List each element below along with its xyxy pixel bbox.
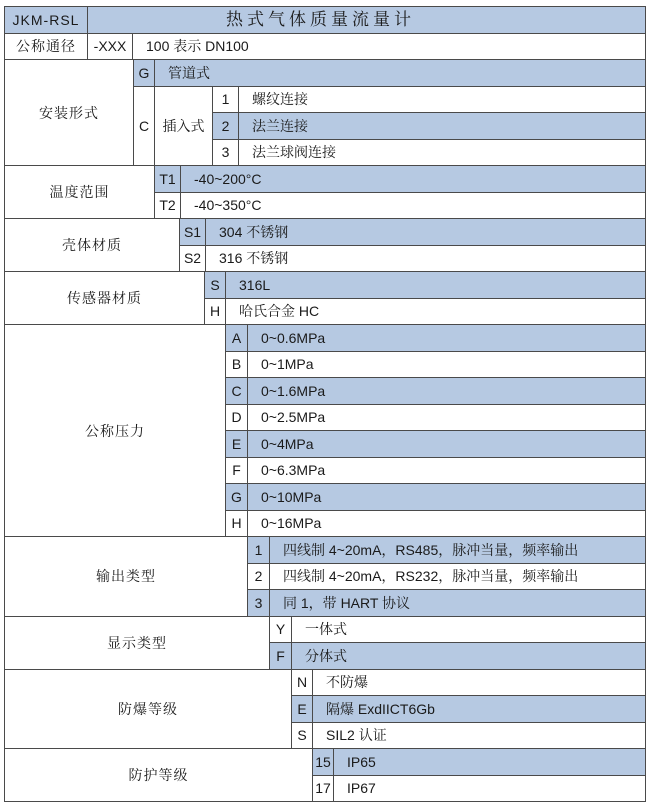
protection-level-r0-desc: IP65 xyxy=(334,749,646,776)
section-install-type xyxy=(5,60,646,166)
table-row xyxy=(226,352,646,379)
table-row xyxy=(213,113,646,140)
table-row xyxy=(270,617,646,644)
nominal-pressure-r4-code: E xyxy=(226,431,248,458)
table-row xyxy=(88,7,646,34)
table-row xyxy=(226,484,646,511)
display-type-r0-desc: 一体式 xyxy=(292,617,646,644)
table-row xyxy=(205,272,646,299)
table-row xyxy=(292,696,646,723)
install-type-r1-r1-desc: 法兰连接 xyxy=(239,113,646,140)
explosion-proof-r2-desc: SIL2 认证 xyxy=(313,723,646,750)
model-rows xyxy=(88,7,646,34)
table-row xyxy=(134,60,646,87)
table-row xyxy=(88,34,646,61)
nominal-pressure-r4-desc: 0~4MPa xyxy=(248,431,646,458)
display-type-rows xyxy=(270,617,646,670)
table-row xyxy=(213,140,646,167)
install-type-rows xyxy=(134,60,646,166)
output-type-rows xyxy=(248,537,646,617)
nominal-pressure-r0-code: A xyxy=(226,325,248,352)
table-row xyxy=(226,325,646,352)
nominal-pressure-r3-code: D xyxy=(226,405,248,432)
section-sensor-material xyxy=(5,272,646,325)
install-type-r1-r1-code: 2 xyxy=(213,113,239,140)
sensor-material-r1-code: H xyxy=(205,299,226,326)
nominal-pressure-r2-desc: 0~1.6MPa xyxy=(248,378,646,405)
table-row xyxy=(155,166,646,193)
table-row xyxy=(134,87,646,167)
nominal-diameter-r0-desc: 100 表示 DN100 xyxy=(133,34,646,61)
section-temp-range xyxy=(5,166,646,219)
nominal-diameter-r0-code: -XXX xyxy=(88,34,133,61)
table-row xyxy=(226,458,646,485)
nominal-pressure-r3-desc: 0~2.5MPa xyxy=(248,405,646,432)
temp-range-label: 温度范围 xyxy=(5,166,155,219)
section-output-type xyxy=(5,537,646,617)
protection-level-r1-code: 17 xyxy=(313,776,334,803)
table-row xyxy=(180,219,646,246)
install-type-label: 安装形式 xyxy=(5,60,134,166)
temp-range-r1-desc: -40~350°C xyxy=(181,193,646,220)
nominal-pressure-r7-desc: 0~16MPa xyxy=(248,511,646,538)
sensor-material-label: 传感器材质 xyxy=(5,272,205,325)
section-protection-level xyxy=(5,749,646,802)
model-label: JKM-RSL xyxy=(5,7,88,34)
nominal-pressure-label: 公称压力 xyxy=(5,325,226,537)
table-row xyxy=(226,405,646,432)
table-row xyxy=(313,749,646,776)
temp-range-r0-desc: -40~200°C xyxy=(181,166,646,193)
explosion-proof-rows xyxy=(292,670,646,750)
model-r0-desc: 热式气体质量流量计 xyxy=(88,7,646,34)
nominal-pressure-r6-code: G xyxy=(226,484,248,511)
explosion-proof-r1-desc: 隔爆 ExdIICT6Gb xyxy=(313,696,646,723)
table-row xyxy=(226,431,646,458)
output-type-label: 输出类型 xyxy=(5,537,248,617)
section-explosion-proof xyxy=(5,670,646,750)
table-row xyxy=(292,670,646,697)
install-type-r1-r2-code: 3 xyxy=(213,140,239,167)
temp-range-rows xyxy=(155,166,646,219)
section-nominal-pressure xyxy=(5,325,646,537)
install-type-r1-r0-code: 1 xyxy=(213,87,239,114)
explosion-proof-label: 防爆等级 xyxy=(5,670,292,750)
protection-level-rows xyxy=(313,749,646,802)
table-row xyxy=(213,87,646,114)
nominal-pressure-r1-desc: 0~1MPa xyxy=(248,352,646,379)
sensor-material-r0-desc: 316L xyxy=(226,272,646,299)
table-row xyxy=(248,590,646,617)
protection-level-r1-desc: IP67 xyxy=(334,776,646,803)
output-type-r1-code: 2 xyxy=(248,564,270,591)
shell-material-r0-desc: 304 不锈钢 xyxy=(206,219,646,246)
table-row xyxy=(270,643,646,670)
section-display-type xyxy=(5,617,646,670)
sensor-material-r0-code: S xyxy=(205,272,226,299)
output-type-r0-code: 1 xyxy=(248,537,270,564)
nominal-pressure-r6-desc: 0~10MPa xyxy=(248,484,646,511)
section-model xyxy=(5,7,646,34)
temp-range-r1-code: T2 xyxy=(155,193,181,220)
nominal-diameter-label: 公称通径 xyxy=(5,34,88,61)
table-row xyxy=(248,564,646,591)
output-type-r2-desc: 同 1，带 HART 协议 xyxy=(270,590,646,617)
nominal-pressure-r7-code: H xyxy=(226,511,248,538)
output-type-r2-code: 3 xyxy=(248,590,270,617)
nominal-pressure-r5-code: F xyxy=(226,458,248,485)
install-type-r1-code: C xyxy=(134,87,155,167)
table-row xyxy=(205,299,646,326)
table-row xyxy=(248,537,646,564)
shell-material-r1-desc: 316 不锈钢 xyxy=(206,246,646,273)
display-type-label: 显示类型 xyxy=(5,617,270,670)
section-nominal-diameter xyxy=(5,34,646,61)
protection-level-label: 防护等级 xyxy=(5,749,313,802)
nominal-diameter-rows xyxy=(88,34,646,61)
explosion-proof-r2-code: S xyxy=(292,723,313,750)
output-type-r0-desc: 四线制 4~20mA，RS485，脉冲当量，频率输出 xyxy=(270,537,646,564)
install-type-r1-desc: 插入式 xyxy=(155,87,213,167)
display-type-r1-code: F xyxy=(270,643,292,670)
sensor-material-r1-desc: 哈氏合金 HC xyxy=(226,299,646,326)
shell-material-r1-code: S2 xyxy=(180,246,206,273)
temp-range-r0-code: T1 xyxy=(155,166,181,193)
explosion-proof-r1-code: E xyxy=(292,696,313,723)
nominal-pressure-r5-desc: 0~6.3MPa xyxy=(248,458,646,485)
install-type-r1-r0-desc: 螺纹连接 xyxy=(239,87,646,114)
display-type-r1-desc: 分体式 xyxy=(292,643,646,670)
install-type-r0-desc: 管道式 xyxy=(155,60,646,87)
install-type-r1-r2-desc: 法兰球阀连接 xyxy=(239,140,646,167)
table-row xyxy=(180,246,646,273)
table-row xyxy=(226,511,646,538)
table-row xyxy=(313,776,646,803)
explosion-proof-r0-code: N xyxy=(292,670,313,697)
install-type-subrows xyxy=(213,87,646,167)
table-row xyxy=(226,378,646,405)
table-row xyxy=(292,723,646,750)
table-row xyxy=(155,193,646,220)
nominal-pressure-r0-desc: 0~0.6MPa xyxy=(248,325,646,352)
section-shell-material xyxy=(5,219,646,272)
install-type-r0-code: G xyxy=(134,60,155,87)
nominal-pressure-r1-code: B xyxy=(226,352,248,379)
shell-material-rows xyxy=(180,219,646,272)
nominal-pressure-r2-code: C xyxy=(226,378,248,405)
nominal-pressure-rows xyxy=(226,325,646,537)
output-type-r1-desc: 四线制 4~20mA，RS232，脉冲当量，频率输出 xyxy=(270,564,646,591)
protection-level-r0-code: 15 xyxy=(313,749,334,776)
shell-material-r0-code: S1 xyxy=(180,219,206,246)
explosion-proof-r0-desc: 不防爆 xyxy=(313,670,646,697)
flowmeter-spec-table xyxy=(4,6,646,802)
shell-material-label: 壳体材质 xyxy=(5,219,180,272)
display-type-r0-code: Y xyxy=(270,617,292,644)
sensor-material-rows xyxy=(205,272,646,325)
